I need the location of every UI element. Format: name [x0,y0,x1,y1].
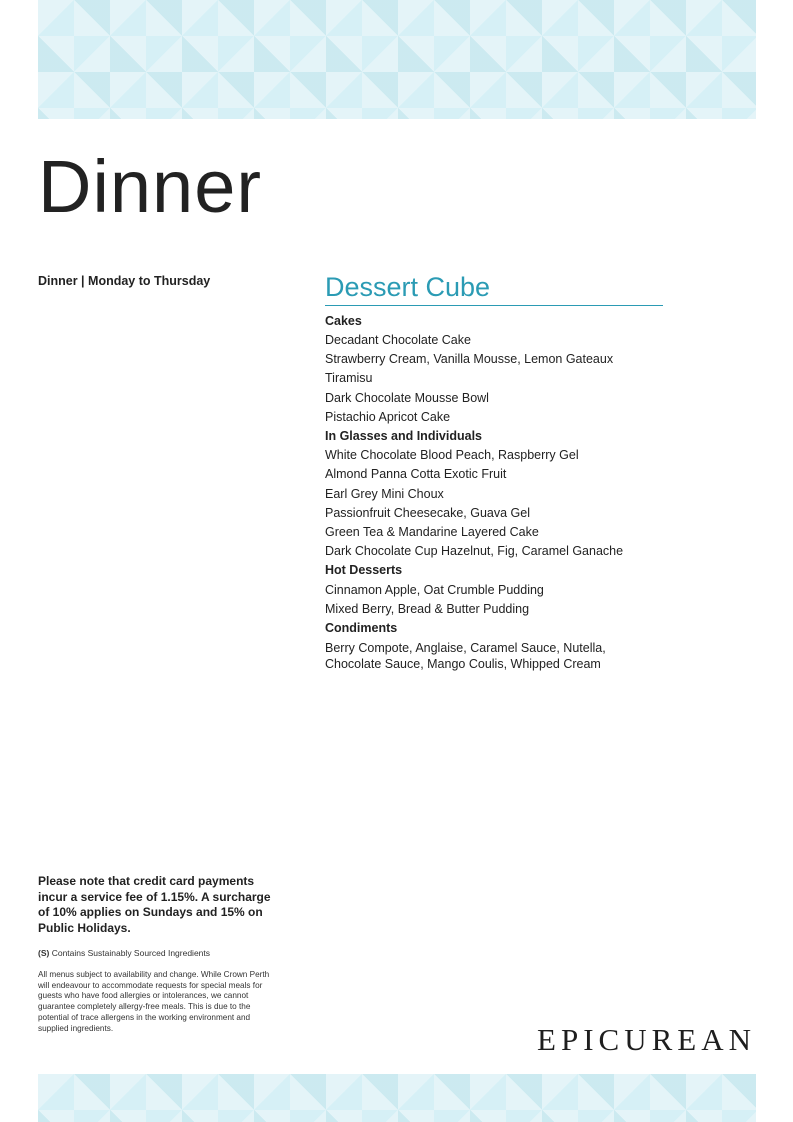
sustainability-text: Contains Sustainably Sourced Ingredients [51,948,211,958]
menu-item: Dark Chocolate Cup Hazelnut, Fig, Caramel Ganache [325,544,624,559]
menu-list [325,312,663,672]
menu-item: Earl Grey Mini Choux [325,486,444,501]
allergy-disclaimer: All menus subject to availability and change. While Crown Perth will endeavour to accommodate requests for special meals for guests who have food allergies or intolerances, we cannot guarantee completely allergy-free meals. This is due to the potential of trace allergens in the working environment and supplied ingredients. [38,970,270,1033]
menu-category: In Glasses and Individuals [325,428,482,443]
menu-item: Green Tea & Mandarine Layered Cake [325,524,539,539]
menu-category: Condiments [325,620,398,635]
surcharge-notice: Please note that credit card payments incur a service fee of 1.15%. A surcharge of 10% applies on Sundays and 15% on Public Holidays. [38,874,271,935]
decorative-pattern-bottom [38,1074,756,1122]
epicurean-logo: EPICUREAN [537,1022,756,1057]
menu-item: Strawberry Cream, Vanilla Mousse, Lemon Gateaux [325,352,614,367]
menu-item: Decadant Chocolate Cake [325,332,471,347]
menu-item: Cinnamon Apple, Oat Crumble Pudding [325,582,544,597]
sustainability-mark: (S) [38,948,50,958]
decorative-pattern-top [38,0,756,119]
menu-item: Almond Panna Cotta Exotic Fruit [325,467,507,482]
page-title: Dinner [38,145,262,228]
menu-item: Pistachio Apricot Cake [325,409,451,424]
menu-item: White Chocolate Blood Peach, Raspberry Gel [325,448,579,463]
menu-category: Hot Desserts [325,563,403,578]
sustainability-legend [38,948,210,958]
menu-item: Passionfruit Cheesecake, Guava Gel [325,505,530,520]
menu-item: Tiramisu [325,371,373,386]
menu-category: Cakes [325,313,362,328]
menu-item: Berry Compote, Anglaise, Caramel Sauce, Nutella, Chocolate Sauce, Mango Coulis, Whipped Cream [325,641,606,672]
menu-item: Mixed Berry, Bread & Butter Pudding [325,601,530,616]
menu-heading: Dessert Cube [325,273,663,306]
menu-item: Dark Chocolate Mousse Bowl [325,390,489,405]
dessert-menu [325,273,663,672]
service-subtitle: Dinner | Monday to Thursday [38,274,211,288]
